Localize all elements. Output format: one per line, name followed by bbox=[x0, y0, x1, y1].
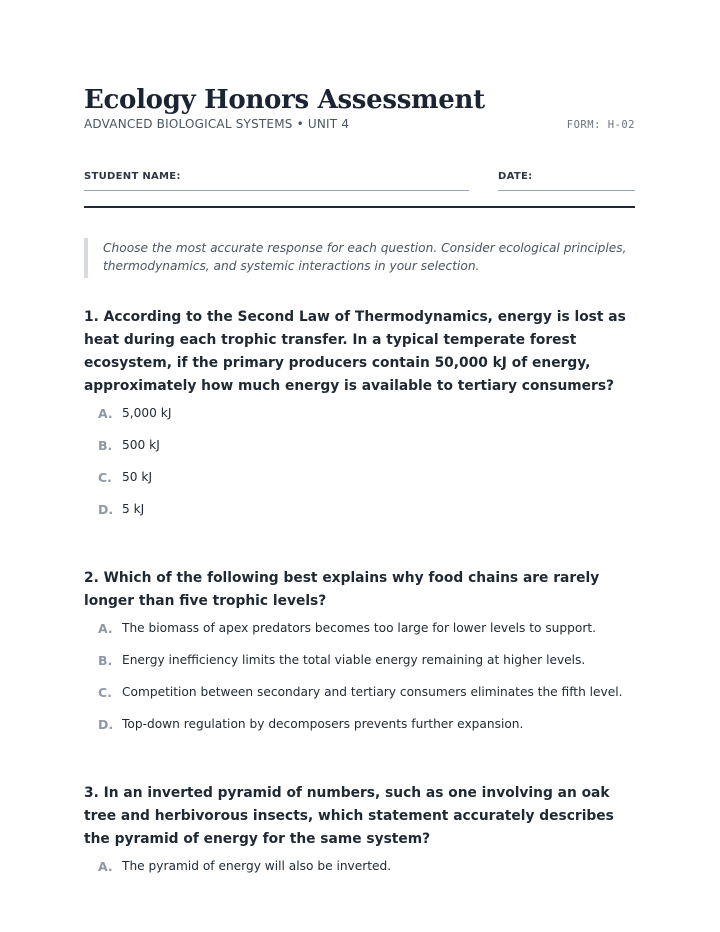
option-b[interactable] bbox=[84, 652, 635, 684]
question-text: 1. According to the Second Law of Thermodynamics, energy is lost as heat during each trophic transfer. In a typical temperate forest ecosystem, if the primary producers contain 50,000 kJ of energy, approximately how much energy is available to tertiary consumers? bbox=[84, 309, 626, 394]
date-field[interactable] bbox=[498, 164, 635, 191]
page-subtitle: ADVANCED BIOLOGICAL SYSTEMS • UNIT 4 bbox=[84, 117, 350, 131]
instructions: Choose the most accurate response for each question. Consider ecological principles, thermodynamics, and systemic interactions in your selection. bbox=[84, 238, 635, 278]
option-text: 5 kJ bbox=[122, 502, 145, 516]
option-letter: B. bbox=[98, 653, 113, 668]
option-letter: C. bbox=[98, 685, 112, 700]
option-c[interactable] bbox=[84, 469, 635, 501]
option-letter: B. bbox=[98, 438, 113, 453]
option-text: Energy inefficiency limits the total viable energy remaining at higher levels. bbox=[122, 653, 586, 667]
option-text: Top-down regulation by decomposers prevents further expansion. bbox=[122, 717, 524, 731]
option-text: 50 kJ bbox=[122, 470, 153, 484]
student-name-field[interactable] bbox=[84, 164, 469, 191]
option-text: 500 kJ bbox=[122, 438, 160, 452]
header-divider bbox=[84, 206, 635, 208]
student-name-label: STUDENT NAME: bbox=[84, 171, 181, 182]
option-a[interactable] bbox=[84, 858, 635, 890]
option-letter: A. bbox=[98, 859, 113, 874]
question-1 bbox=[84, 306, 635, 533]
date-label: DATE: bbox=[498, 171, 533, 182]
subtitle-row bbox=[84, 117, 635, 131]
option-letter: A. bbox=[98, 406, 113, 421]
option-text: 5,000 kJ bbox=[122, 406, 172, 420]
form-id: FORM: H-02 bbox=[566, 119, 635, 131]
question-text: 2. Which of the following best explains why food chains are rarely longer than five trophic levels? bbox=[84, 570, 600, 609]
option-letter: C. bbox=[98, 470, 112, 485]
option-text: The biomass of apex predators becomes too large for lower levels to support. bbox=[122, 621, 596, 635]
question-3 bbox=[84, 782, 635, 890]
option-d[interactable] bbox=[84, 501, 635, 533]
page-title: Ecology Honors Assessment bbox=[84, 85, 485, 115]
option-a[interactable] bbox=[84, 620, 635, 652]
question-text: 3. In an inverted pyramid of numbers, such as one involving an oak tree and herbivorous insects, which statement accurately describes the pyramid of energy for the same system? bbox=[84, 785, 614, 847]
assessment-page bbox=[84, 82, 635, 890]
option-d[interactable] bbox=[84, 716, 635, 748]
option-a[interactable] bbox=[84, 405, 635, 437]
option-letter: A. bbox=[98, 621, 113, 636]
option-letter: D. bbox=[98, 502, 114, 517]
student-fields bbox=[84, 164, 635, 191]
question-2 bbox=[84, 567, 635, 748]
option-letter: D. bbox=[98, 717, 114, 732]
option-text: The pyramid of energy will also be inverted. bbox=[122, 859, 392, 873]
option-text: Competition between secondary and tertiary consumers eliminates the fifth level. bbox=[122, 685, 623, 699]
option-b[interactable] bbox=[84, 437, 635, 469]
option-c[interactable] bbox=[84, 684, 635, 716]
